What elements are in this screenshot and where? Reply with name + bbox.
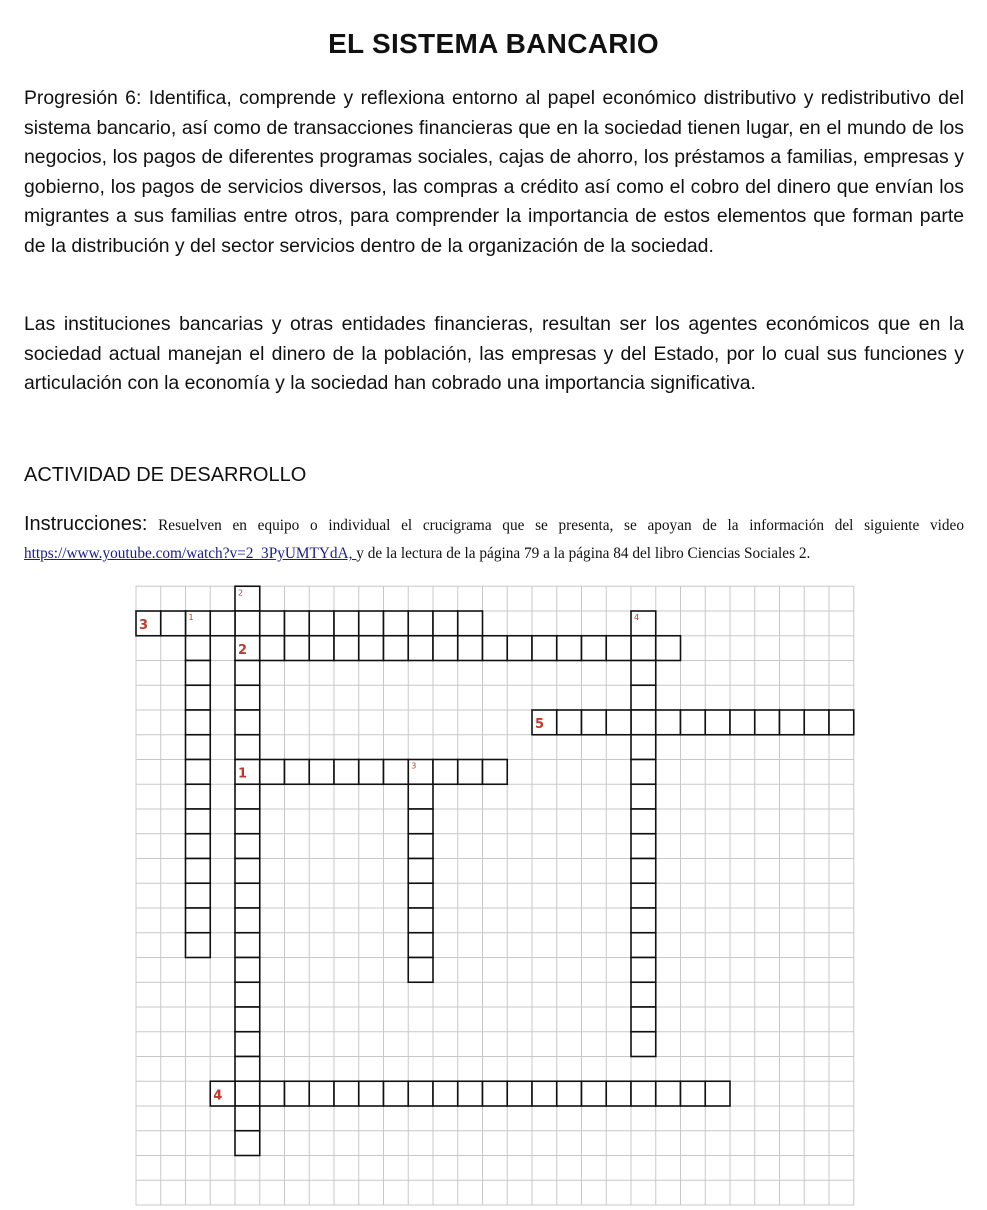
intro-paragraph: Las instituciones bancarias y otras entidades financieras, resultan ser los agentes económicos que en la sociedad actual manejan el dinero de la población, las empresas y del Estado, por lo cual sus funciones y articulación con la economía y la sociedad han cobrado una importancia significativa. [24,313,964,395]
crossword-cell[interactable] [755,710,780,735]
crossword-cell[interactable] [681,710,706,735]
crossword-cell[interactable] [235,933,260,958]
crossword-cell[interactable] [384,636,409,661]
clue-number-down: 3 [411,761,417,771]
crossword-cell[interactable] [408,958,433,983]
crossword-cell[interactable] [507,636,532,661]
crossword-cell[interactable] [334,636,359,661]
crossword-cell[interactable] [186,636,211,661]
crossword-cell[interactable] [408,933,433,958]
crossword-cell[interactable] [235,1131,260,1156]
crossword-cell[interactable] [557,1081,582,1106]
crossword-cell[interactable] [656,636,681,661]
crossword-cell[interactable] [631,859,656,884]
crossword-cell[interactable] [631,661,656,686]
crossword-cell[interactable] [285,1081,310,1106]
crossword-cell[interactable] [408,611,433,636]
crossword-cell[interactable] [631,636,656,661]
crossword-cell[interactable] [186,760,211,785]
crossword-cell[interactable] [235,958,260,983]
crossword-cell[interactable] [507,1081,532,1106]
crossword-cell[interactable] [260,1081,285,1106]
crossword-cell[interactable] [656,710,681,735]
crossword-cell[interactable] [235,611,260,636]
crossword-cell[interactable] [631,1081,656,1106]
crossword-cell[interactable] [260,636,285,661]
crossword-cell[interactable] [186,784,211,809]
crossword-cell[interactable] [804,710,829,735]
crossword-cell[interactable] [582,636,607,661]
crossword-cell[interactable] [235,735,260,760]
crossword-cell[interactable] [582,1081,607,1106]
crossword-cell[interactable] [408,883,433,908]
crossword-cell[interactable] [631,883,656,908]
crossword-cell[interactable] [384,611,409,636]
crossword-cell[interactable] [260,611,285,636]
crossword-cell[interactable] [557,710,582,735]
crossword-cell[interactable] [186,735,211,760]
crossword-cell[interactable] [829,710,854,735]
instructions-label: Instrucciones: [24,513,148,535]
crossword-cell[interactable] [458,1081,483,1106]
crossword-cell[interactable] [606,710,631,735]
crossword-cell[interactable] [408,809,433,834]
crossword-cell[interactable] [334,1081,359,1106]
crossword-cell[interactable] [557,636,582,661]
crossword-cell[interactable] [235,1032,260,1057]
crossword-cell[interactable] [186,933,211,958]
crossword-cell[interactable] [408,834,433,859]
crossword-cell[interactable] [631,1032,656,1057]
crossword-cell[interactable] [285,760,310,785]
crossword-cell[interactable] [433,636,458,661]
crossword-cell[interactable] [408,908,433,933]
crossword-cell[interactable] [186,908,211,933]
crossword-cell[interactable] [384,760,409,785]
crossword-cell[interactable] [235,982,260,1007]
crossword-cell[interactable] [186,661,211,686]
crossword-cell[interactable] [235,834,260,859]
crossword-cell[interactable] [631,908,656,933]
crossword-cell[interactable] [235,1106,260,1131]
crossword-cell[interactable] [483,636,508,661]
crossword-cell[interactable] [235,859,260,884]
crossword-cell[interactable] [433,611,458,636]
crossword-cell[interactable] [235,1057,260,1082]
instructions-text: Resuelven en equipo o individual el crucigrama que se presenta, se apoyan de la información del siguiente video [147,517,964,534]
crossword-cell[interactable] [631,685,656,710]
crossword-cell[interactable] [681,1081,706,1106]
instructions-text-end: y de la lectura de la página 79 a la página 84 del libro Ciencias Sociales 2. [356,545,811,562]
crossword-cell[interactable] [186,859,211,884]
crossword-cell[interactable] [458,636,483,661]
clue-number-across: 2 [238,642,248,658]
crossword-cell[interactable] [433,760,458,785]
clue-number-down: 1 [188,613,194,622]
crossword-cell[interactable] [285,636,310,661]
crossword-cell[interactable] [532,1081,557,1106]
crossword-cell[interactable] [359,636,384,661]
clue-number-down: 2 [238,588,244,598]
crossword-cell[interactable] [359,760,384,785]
crossword-cell[interactable] [656,1081,681,1106]
crossword-cell[interactable] [235,908,260,933]
answer-cells [136,586,854,1155]
crossword-cell[interactable] [384,1081,409,1106]
crossword-cell[interactable] [705,1081,730,1106]
crossword-cell[interactable] [186,710,211,735]
crossword-cell[interactable] [631,982,656,1007]
crossword-cell[interactable] [359,611,384,636]
crossword-cell[interactable] [606,1081,631,1106]
crossword-cell[interactable] [309,636,334,661]
crossword-cell[interactable] [309,760,334,785]
progression-paragraph: Progresión 6: Identifica, comprende y reflexiona entorno al papel económico distributivo y redistributivo del sistema bancario, así como de transacciones financieras que en la sociedad tienen lugar, en el mundo de los negocios, los pagos de diferentes programas sociales, cajas de ahorro, los préstamos a familias, empresas y gobierno, los pagos de servicios diversos, las compras a crédito así como el cobro del dinero que envían los migrantes a sus familias entre otros, para comprender la importancia de estos elementos que forman parte de la distribución y del sector servicios dentro de la organización de la sociedad. [24,87,964,257]
crossword-cell[interactable] [631,710,656,735]
crossword-cell[interactable] [161,611,186,636]
crossword-cell[interactable] [186,685,211,710]
crossword-cell[interactable] [631,933,656,958]
clue-number-down: 4 [634,613,640,622]
crossword-cell[interactable] [235,883,260,908]
crossword-cell[interactable] [359,1081,384,1106]
crossword-cell[interactable] [210,611,235,636]
crossword-cell[interactable] [532,636,557,661]
document-title: EL SISTEMA BANCARIO [328,28,659,59]
crossword-cell[interactable] [334,760,359,785]
crossword-cell[interactable] [186,883,211,908]
crossword-cell[interactable] [408,636,433,661]
crossword-cell[interactable] [483,760,508,785]
crossword-cell[interactable] [408,859,433,884]
crossword-cell[interactable] [260,760,285,785]
crossword-cell[interactable] [235,809,260,834]
crossword-cell[interactable] [631,958,656,983]
crossword-cell[interactable] [582,710,607,735]
crossword-cell[interactable] [186,809,211,834]
crossword-cell[interactable] [631,834,656,859]
clue-number-across: 3 [139,618,149,633]
crossword-cell[interactable] [235,1081,260,1106]
crossword-cell[interactable] [730,710,755,735]
crossword-cell[interactable] [458,611,483,636]
crossword-cell[interactable] [631,1007,656,1032]
crossword-cell[interactable] [334,611,359,636]
crossword-cell[interactable] [408,1081,433,1106]
clue-number-across: 5 [535,717,545,732]
clue-number-across: 4 [213,1088,223,1104]
crossword-cell[interactable] [606,636,631,661]
crossword-cell[interactable] [235,784,260,809]
crossword-cell[interactable] [631,784,656,809]
video-link[interactable]: https://www.youtube.com/watch?v=2_3PyUMTYdA, [24,545,357,562]
crossword-cell[interactable] [705,710,730,735]
clue-number-across: 1 [238,766,248,782]
crossword-cell[interactable] [235,685,260,710]
crossword-cell[interactable] [433,1081,458,1106]
crossword-cell[interactable] [285,611,310,636]
crossword-cell[interactable] [235,661,260,686]
crossword-cell[interactable] [483,1081,508,1106]
crossword-cell[interactable] [186,834,211,859]
crossword-cell[interactable] [309,611,334,636]
crossword-cell[interactable] [631,760,656,785]
crossword-cell[interactable] [235,1007,260,1032]
crossword-cell[interactable] [309,1081,334,1106]
crossword-cell[interactable] [235,710,260,735]
crossword-cell[interactable] [408,784,433,809]
crossword-cell[interactable] [458,760,483,785]
crossword-cell[interactable] [780,710,805,735]
crossword-cell[interactable] [631,735,656,760]
activity-heading: ACTIVIDAD DE DESARROLLO [24,464,307,486]
crossword-cell[interactable] [631,809,656,834]
